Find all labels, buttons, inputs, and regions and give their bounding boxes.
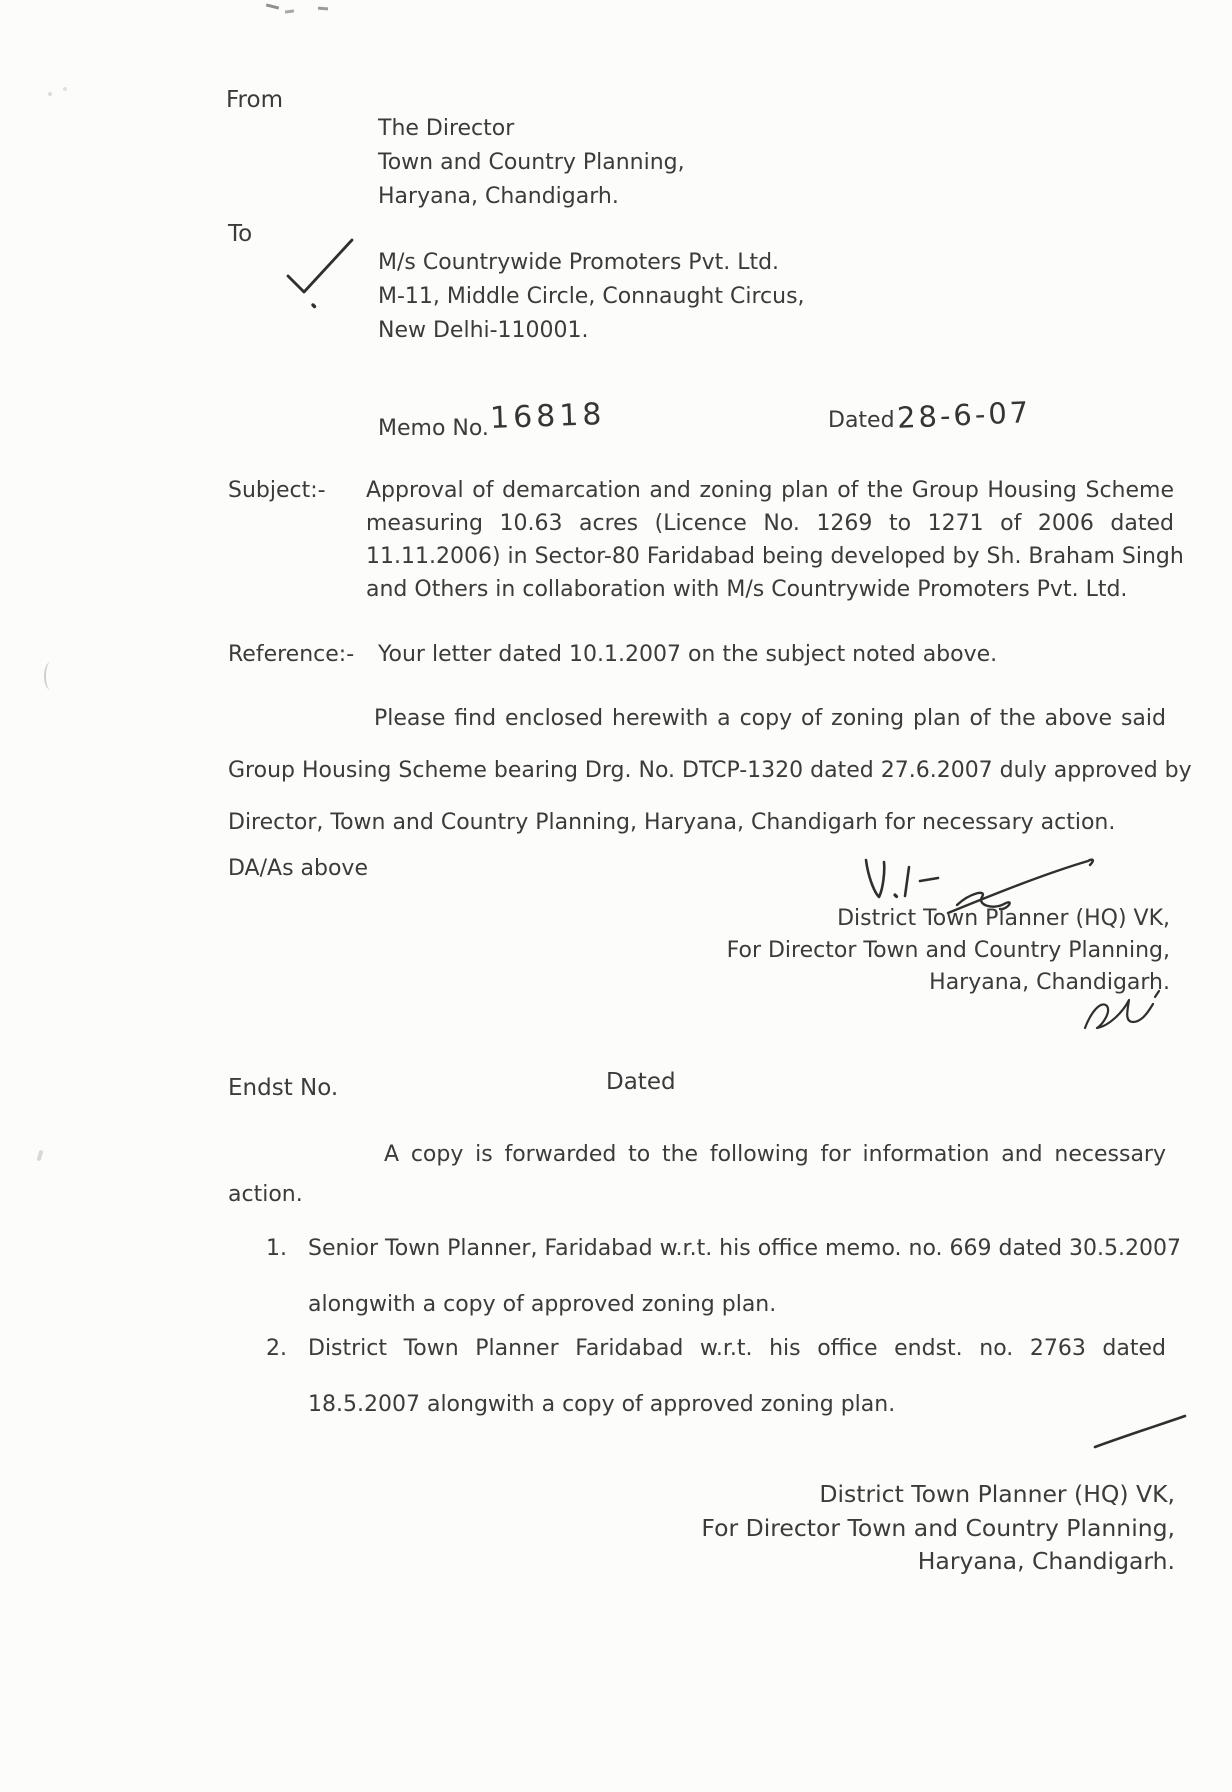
from-address-line: Town and Country Planning, (378, 150, 685, 175)
signatory-place: Haryana, Chandigarh. (917, 1547, 1175, 1575)
list-item-line: Senior Town Planner, Faridabad w.r.t. his office memo. no. 669 dated 30.5.2007 (308, 1236, 1182, 1261)
body-line: Director, Town and Country Planning, Haryana, Chandigarh for necessary action. (228, 810, 1116, 835)
scan-artifact (37, 1150, 44, 1162)
signatory-for: For Director Town and Country Planning, (726, 938, 1170, 963)
scan-artifact (318, 7, 328, 11)
list-item-line: 18.5.2007 alongwith a copy of approved zoning plan. (308, 1392, 896, 1417)
signatory-title: District Town Planner (HQ) VK, (837, 906, 1170, 931)
subject-label: Subject:- (228, 478, 326, 503)
signatory-title: District Town Planner (HQ) VK, (819, 1480, 1175, 1508)
closing-slash-icon (1090, 1410, 1190, 1452)
subject-block (366, 474, 1184, 606)
scan-artifact (266, 3, 279, 9)
scan-artifact (44, 662, 57, 690)
date-handwritten: 28-6-07 (896, 395, 1032, 435)
list-item-line: District Town Planner Faridabad w.r.t. his office endst. no. 2763 dated (308, 1336, 1166, 1361)
forwarding-line: A copy is forwarded to the following for information and necessary (384, 1142, 1166, 1167)
subject-line: 11.11.2006) in Sector-80 Faridabad being developed by Sh. Braham Singh (366, 544, 1184, 569)
to-label: To (228, 221, 253, 247)
from-address-line: Haryana, Chandigarh. (378, 184, 619, 209)
signatory-for: For Director Town and Country Planning, (701, 1513, 1175, 1542)
to-address-line: M-11, Middle Circle, Connaught Circus, (378, 284, 805, 309)
list-item-number: 2. (266, 1336, 287, 1361)
subject-line: Approval of demarcation and zoning plan of the Group Housing Scheme (366, 478, 1174, 503)
endst-dated-label: Dated (606, 1069, 676, 1095)
signature-block-2 (575, 1478, 1175, 1579)
body-line: Please find enclosed herewith a copy of zoning plan of the above said (374, 706, 1166, 731)
reference-text: Your letter dated 10.1.2007 on the subject noted above. (378, 642, 998, 667)
handwritten-checkmark-icon (278, 232, 360, 316)
initials-scribble-icon (1075, 988, 1167, 1040)
to-address-line: M/s Countrywide Promoters Pvt. Ltd. (378, 250, 780, 275)
scan-artifact (285, 9, 294, 13)
scan-artifact (63, 87, 67, 91)
reference-label: Reference:- (228, 642, 355, 667)
forwarding-line: action. (228, 1182, 303, 1207)
from-address (378, 112, 685, 214)
memo-number-handwritten: 16818 (489, 396, 607, 437)
endst-no-label: Endst No. (228, 1075, 339, 1101)
subject-line: measuring 10.63 acres (Licence No. 1269 to 1271 of 2006 dated (366, 511, 1174, 536)
subject-line: and Others in collaboration with M/s Countrywide Promoters Pvt. Ltd. (366, 577, 1128, 602)
from-label: From (226, 87, 283, 113)
body-line: Group Housing Scheme bearing Drg. No. DTCP-1320 dated 27.6.2007 duly approved by (228, 758, 1192, 783)
enclosure-note: DA/As above (228, 856, 368, 881)
list-item-line: alongwith a copy of approved zoning plan. (308, 1292, 777, 1317)
to-address-line: New Delhi-110001. (378, 318, 589, 343)
list-item-number: 1. (266, 1236, 287, 1261)
to-address (378, 246, 805, 348)
from-address-line: The Director (378, 116, 515, 141)
memo-no-label: Memo No. (378, 416, 489, 441)
signature-block-1 (580, 903, 1170, 999)
dated-label: Dated (828, 408, 895, 433)
signatory-place: Haryana, Chandigarh. (929, 970, 1170, 995)
scan-artifact (48, 92, 52, 96)
